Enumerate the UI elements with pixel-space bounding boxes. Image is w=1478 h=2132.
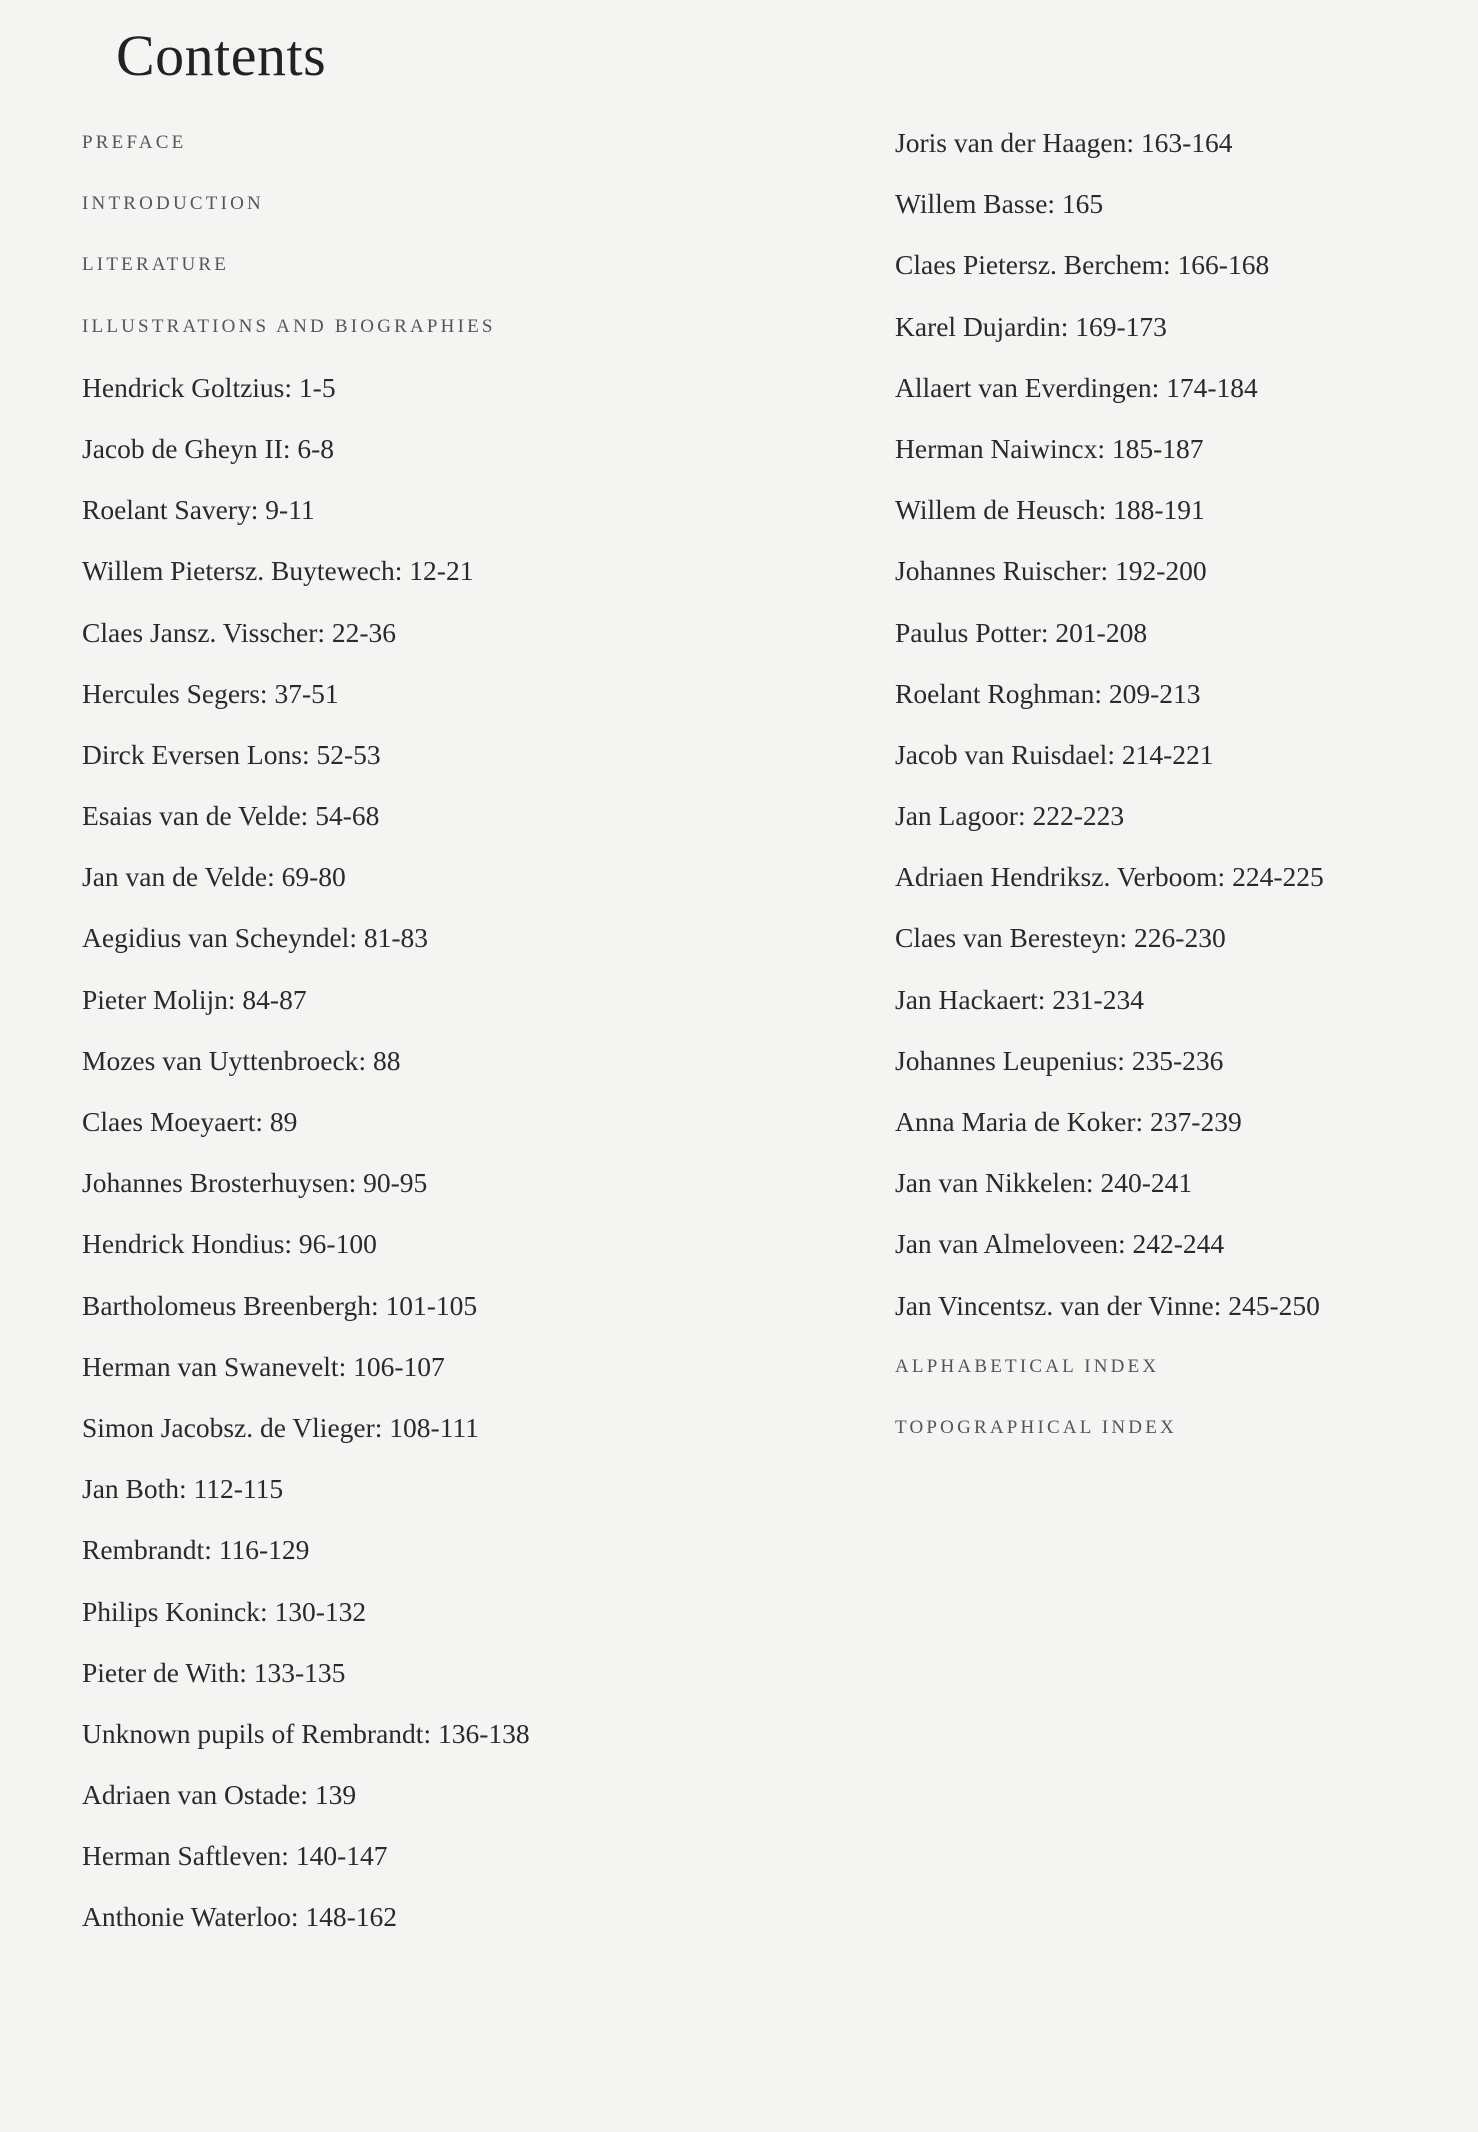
entry-separator: : — [1060, 310, 1076, 342]
plate-range: 9-11 — [265, 494, 315, 526]
artist-name: Roelant Roghman — [895, 677, 1095, 709]
plate-range: 84-87 — [242, 983, 307, 1015]
plate-range: 222-223 — [1032, 800, 1125, 832]
entry-separator: : — [1094, 677, 1109, 709]
toc-entry — [82, 1773, 822, 1834]
artist-name: Herman Naiwincx — [895, 432, 1098, 464]
plate-range: 140-147 — [295, 1840, 388, 1872]
entry-separator: : — [204, 1534, 219, 1566]
toc-entry — [895, 182, 1455, 243]
artist-name: Willem Basse — [895, 188, 1048, 220]
toc-entry — [82, 1406, 822, 1467]
entry-separator: : — [1118, 1228, 1133, 1260]
section-heading: LITERATURE — [82, 254, 230, 276]
section-heading: PREFACE — [82, 132, 187, 153]
plate-range: 166-168 — [1177, 249, 1270, 281]
entry-separator: : — [317, 616, 332, 648]
plate-range: 96-100 — [298, 1228, 377, 1260]
artist-name: Hercules Segers — [82, 677, 260, 709]
artist-name: Jacob de Gheyn II — [82, 432, 283, 464]
toc-entry — [82, 1161, 822, 1222]
entry-separator: : — [267, 861, 282, 893]
plate-range: 235-236 — [1131, 1044, 1224, 1076]
artist-name: Jan Vincentsz. van der Vinne — [895, 1289, 1214, 1321]
plate-range: 52-53 — [316, 738, 381, 770]
toc-entry — [895, 672, 1455, 733]
artist-name: Johannes Leupenius — [895, 1044, 1118, 1076]
plate-range: 185-187 — [1111, 432, 1204, 464]
entry-separator: : — [1107, 738, 1122, 770]
artist-name: Unknown pupils of Rembrandt — [82, 1717, 424, 1749]
toc-entry — [895, 794, 1455, 855]
plate-range: 224-225 — [1232, 861, 1324, 893]
contents-column-right — [895, 121, 1455, 1467]
toc-entry — [895, 1039, 1455, 1100]
toc-entry — [895, 855, 1455, 916]
plate-range: 188-191 — [1113, 494, 1205, 526]
entry-separator: : — [1213, 1289, 1229, 1321]
toc-entry — [895, 549, 1455, 610]
plate-range: 69-80 — [281, 861, 346, 893]
toc-entry — [82, 1222, 822, 1283]
toc-entry — [82, 1345, 822, 1406]
plate-range: 106-107 — [353, 1350, 445, 1382]
toc-entry — [895, 366, 1455, 427]
plate-range: 163-164 — [1140, 127, 1233, 158]
toc-entry — [82, 366, 822, 427]
toc-entry — [82, 1651, 822, 1712]
artist-name: Pieter Molijn — [82, 983, 228, 1015]
plate-range: 112-115 — [193, 1473, 284, 1505]
toc-entry — [895, 916, 1455, 977]
section-heading: ALPHABETICAL INDEX — [895, 1355, 1160, 1377]
artist-name: Jan van Nikkelen — [895, 1167, 1086, 1199]
plate-range: 22-36 — [331, 616, 397, 648]
entry-separator: : — [284, 371, 299, 403]
entry-separator: : — [423, 1717, 438, 1749]
artist-name: Claes Pietersz. Berchem — [895, 249, 1164, 281]
page-title: Contents — [116, 23, 327, 88]
entry-separator: : — [374, 1411, 390, 1443]
artist-name: Allaert van Everdingen — [895, 371, 1152, 403]
toc-entry — [82, 1712, 822, 1773]
toc-entry — [82, 427, 822, 488]
artist-name: Adriaen Hendriksz. Verboom — [895, 861, 1218, 893]
toc-entry — [82, 549, 822, 610]
toc-entry — [895, 243, 1455, 304]
toc-entry — [82, 733, 822, 794]
artist-name: Roelant Savery — [82, 494, 251, 526]
plate-range: 130-132 — [274, 1595, 367, 1627]
plate-range: 37-51 — [274, 677, 339, 709]
entry-separator: : — [394, 555, 410, 587]
entry-separator: : — [1047, 188, 1062, 220]
toc-entry — [82, 611, 822, 672]
plate-range: 240-241 — [1100, 1167, 1193, 1199]
artist-name: Adriaen van Ostade — [82, 1779, 301, 1811]
plate-range: 108-111 — [389, 1411, 479, 1443]
plate-range: 1-5 — [298, 371, 336, 403]
toc-entry — [82, 672, 822, 733]
plate-range: 165 — [1061, 188, 1104, 220]
entry-separator: : — [1119, 922, 1135, 954]
entry-separator: : — [1135, 1106, 1151, 1137]
plate-range: 242-244 — [1132, 1228, 1225, 1260]
toc-entry — [82, 1528, 822, 1589]
entry-separator: : — [179, 1473, 194, 1505]
entry-separator: : — [1163, 249, 1178, 281]
artist-name: Jan Both — [82, 1473, 180, 1505]
entry-separator: : — [349, 922, 364, 954]
entry-separator: : — [1126, 127, 1141, 158]
entry-separator: : — [1097, 432, 1112, 464]
plate-range: 209-213 — [1108, 677, 1201, 709]
artist-name: Jan Hackaert — [895, 983, 1038, 1015]
plate-range: 231-234 — [1052, 983, 1144, 1015]
entry-separator: : — [239, 1656, 254, 1688]
plate-range: 148-162 — [305, 1901, 398, 1933]
plate-range: 101-105 — [385, 1289, 478, 1321]
entry-separator: : — [282, 432, 298, 464]
plate-range: 12-21 — [409, 555, 474, 587]
artist-name: Dirck Eversen Lons — [82, 738, 302, 770]
artist-name: Claes van Beresteyn — [895, 922, 1120, 954]
plate-range: 133-135 — [253, 1656, 346, 1688]
entry-separator: : — [370, 1289, 386, 1321]
section-heading: TOPOGRAPHICAL INDEX — [895, 1416, 1177, 1438]
plate-range: 174-184 — [1166, 371, 1258, 403]
entry-separator: : — [1037, 983, 1053, 1015]
plate-range: 54-68 — [315, 800, 380, 832]
artist-name: Anna Maria de Koker — [895, 1106, 1136, 1137]
entry-separator: : — [300, 1779, 315, 1811]
plate-range: 237-239 — [1150, 1106, 1242, 1137]
toc-entry — [82, 916, 822, 977]
artist-name: Paulus Potter — [895, 616, 1041, 648]
artist-name: Hendrick Hondius — [82, 1228, 285, 1260]
entry-separator: : — [1085, 1167, 1101, 1199]
entry-separator: : — [290, 1901, 306, 1933]
entry-separator: : — [1098, 494, 1114, 526]
toc-entry — [82, 855, 822, 916]
artist-name: Johannes Ruischer — [895, 555, 1101, 587]
toc-entry — [895, 733, 1455, 794]
plate-range: 6-8 — [297, 432, 335, 464]
artist-name: Hendrick Goltzius — [82, 371, 285, 403]
plate-range: 116-129 — [218, 1534, 310, 1566]
toc-entry — [895, 305, 1455, 366]
toc-entry — [82, 978, 822, 1039]
artist-name: Bartholomeus Breenbergh — [82, 1289, 371, 1321]
toc-entry — [82, 1100, 822, 1161]
entry-separator: : — [358, 1044, 373, 1076]
entry-separator: : — [260, 1595, 275, 1627]
plate-range: 136-138 — [437, 1717, 530, 1749]
artist-name: Claes Moeyaert — [82, 1106, 256, 1137]
toc-entry — [82, 794, 822, 855]
artist-name: Willem de Heusch — [895, 494, 1099, 526]
artist-name: Pieter de With — [82, 1656, 240, 1688]
artist-name: Claes Jansz. Visscher — [82, 616, 318, 648]
artist-name: Anthonie Waterloo — [82, 1901, 291, 1933]
entry-separator: : — [1040, 616, 1056, 648]
entry-separator: : — [338, 1350, 354, 1382]
entry-separator: : — [1117, 1044, 1132, 1076]
entry-separator: : — [348, 1167, 364, 1199]
entry-separator: : — [1100, 555, 1115, 587]
toc-entry — [82, 1467, 822, 1528]
entry-separator: : — [250, 494, 266, 526]
toc-entry — [82, 1590, 822, 1651]
plate-range: 226-230 — [1134, 922, 1226, 954]
artist-name: Rembrandt — [82, 1534, 205, 1566]
artist-name: Aegidius van Scheyndel — [82, 922, 350, 954]
plate-range: 88 — [372, 1044, 401, 1076]
toc-entry — [895, 1222, 1455, 1283]
toc-entry — [895, 1284, 1455, 1345]
contents-column-left — [82, 121, 822, 1957]
artist-name: Herman Saftleven — [82, 1840, 282, 1872]
artist-name: Mozes van Uyttenbroeck — [82, 1044, 359, 1076]
plate-range: 81-83 — [363, 922, 428, 954]
plate-range: 169-173 — [1075, 310, 1167, 342]
entry-separator: : — [1217, 861, 1233, 893]
artist-name: Johannes Brosterhuysen — [82, 1167, 349, 1199]
entry-separator: : — [281, 1840, 296, 1872]
toc-entry — [82, 1895, 822, 1956]
toc-entry — [895, 978, 1455, 1039]
toc-entry — [82, 1039, 822, 1100]
plate-range: 90-95 — [363, 1167, 428, 1199]
artist-name: Esaias van de Velde — [82, 800, 301, 832]
entry-separator: : — [1151, 371, 1167, 403]
artist-name: Simon Jacobsz. de Vlieger — [82, 1411, 375, 1443]
plate-range: 192-200 — [1114, 555, 1207, 587]
artist-name: Karel Dujardin — [895, 310, 1061, 342]
toc-entry — [895, 488, 1455, 549]
toc-entry — [82, 1834, 822, 1895]
entry-separator: : — [1017, 800, 1033, 832]
entry-separator: : — [227, 983, 243, 1015]
artist-name: Jacob van Ruisdael — [895, 738, 1108, 770]
entry-separator: : — [284, 1228, 299, 1260]
toc-entry — [82, 488, 822, 549]
artist-name: Jan van de Velde — [82, 861, 268, 893]
toc-entry — [895, 1161, 1455, 1222]
artist-name: Jan van Almeloveen — [895, 1228, 1118, 1260]
plate-range: 245-250 — [1228, 1289, 1320, 1321]
artist-name: Joris van der Haagen — [895, 127, 1127, 158]
artist-name: Philips Koninck — [82, 1595, 260, 1627]
section-heading: ILLUSTRATIONS AND BIOGRAPHIES — [82, 315, 496, 337]
toc-entry — [895, 611, 1455, 672]
plate-range: 201-208 — [1055, 616, 1148, 648]
plate-range: 89 — [269, 1106, 298, 1137]
artist-name: Herman van Swanevelt — [82, 1350, 339, 1382]
plate-range: 214-221 — [1121, 738, 1214, 770]
toc-entry — [895, 121, 1455, 182]
toc-entry — [895, 427, 1455, 488]
section-heading: INTRODUCTION — [82, 193, 264, 215]
entry-separator: : — [300, 800, 316, 832]
artist-name: Jan Lagoor — [895, 800, 1018, 832]
plate-range: 139 — [314, 1779, 357, 1811]
toc-entry — [895, 1100, 1455, 1161]
entry-separator: : — [301, 738, 317, 770]
artist-name: Willem Pietersz. Buytewech — [82, 555, 395, 587]
entry-separator: : — [255, 1106, 270, 1137]
toc-entry — [82, 1284, 822, 1345]
entry-separator: : — [259, 677, 275, 709]
